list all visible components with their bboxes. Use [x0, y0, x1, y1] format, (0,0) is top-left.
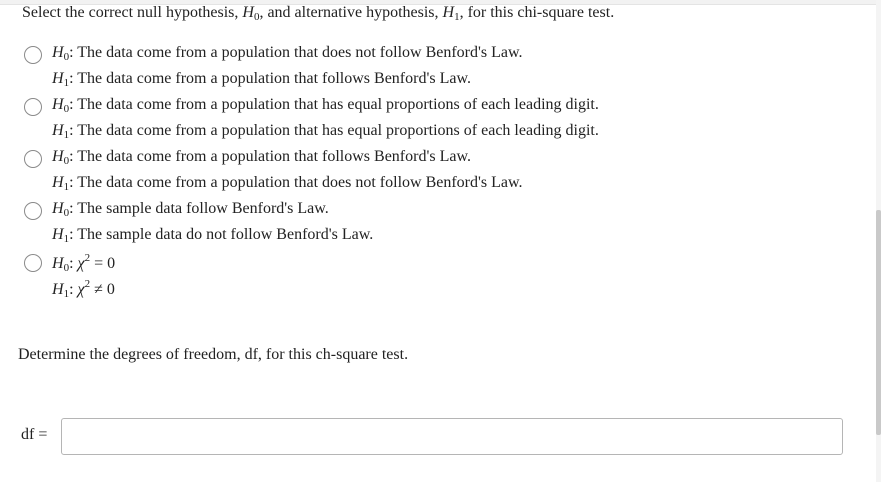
alternative-hypothesis-text: $H_1$: The data come from a population that has equal proportions of each leading digit. [52, 122, 599, 141]
null-hypothesis-text: $H_0$: The data come from a population that does not follow Benford's Law. [52, 44, 523, 63]
alternative-hypothesis-text: $H_1$: The data come from a population that does not follow Benford's Law. [52, 174, 523, 193]
null-hypothesis-text: $H_0$: The sample data follow Benford's Law. [52, 200, 329, 219]
null-hypothesis-formula: $H_0$: $\chi^2 = 0$ [52, 252, 116, 274]
radio-button[interactable] [24, 254, 42, 272]
df-label: df = [21, 426, 48, 443]
radio-button[interactable] [24, 202, 42, 220]
df-input[interactable] [61, 418, 843, 455]
radio-button[interactable] [24, 46, 42, 64]
vertical-scrollbar[interactable] [876, 0, 881, 482]
scrollbar-thumb[interactable] [876, 210, 881, 435]
alternative-hypothesis-formula: $H_1$: $\chi^2 \ne 0$ [52, 278, 115, 300]
alternative-hypothesis-text: $H_1$: The data come from a population that follows Benford's Law. [52, 70, 471, 89]
question-hypothesis-prompt: Select the correct null hypothesis, $H_0$, and alternative hypothesis, $H_1$, for this chi-square test. [22, 4, 615, 23]
alternative-hypothesis-text: $H_1$: The sample data do not follow Benford's Law. [52, 226, 374, 245]
null-hypothesis-text: $H_0$: The data come from a population that has equal proportions of each leading digit. [52, 96, 599, 115]
radio-button[interactable] [24, 150, 42, 168]
null-hypothesis-text: $H_0$: The data come from a population that follows Benford's Law. [52, 148, 471, 167]
question-degrees-of-freedom: Determine the degrees of freedom, df, for this ch-square test. [18, 346, 409, 363]
radio-button[interactable] [24, 98, 42, 116]
